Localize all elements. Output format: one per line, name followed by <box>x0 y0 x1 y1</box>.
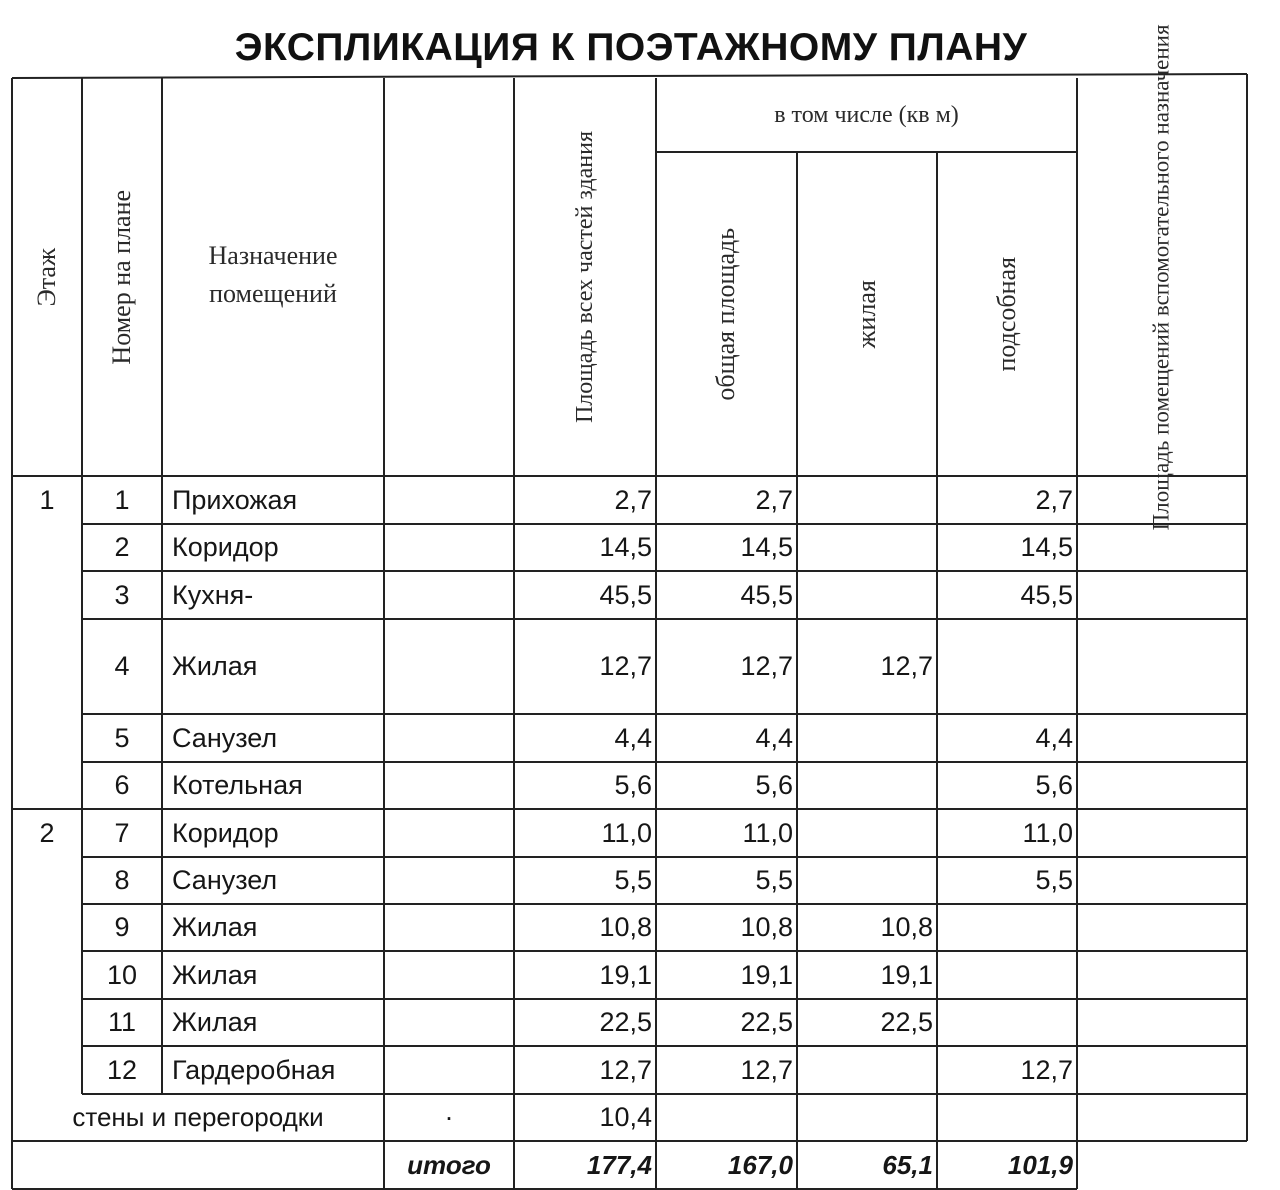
total-area-cell: 10,8 <box>599 912 652 942</box>
living-area-cell: 19,1 <box>880 959 933 990</box>
floor-cell <box>12 714 82 762</box>
header-purpose: Назначение помещений <box>208 241 338 308</box>
header-plan-number <box>82 78 162 476</box>
floor-cell <box>12 524 82 571</box>
plan-number-cell: 7 <box>114 817 130 848</box>
auxiliary-area-cell: 12,7 <box>1020 1054 1073 1085</box>
total-area-cell: 19,1 <box>599 959 652 990</box>
room-name-cell: Жилая <box>172 912 258 942</box>
auxiliary-area-cell <box>937 951 1077 999</box>
room-name-cell: Гардеробная <box>172 1054 336 1085</box>
plan-number-cell: 10 <box>106 959 138 990</box>
floor-cell <box>12 571 82 619</box>
living-area-cell <box>797 809 937 857</box>
living-area-cell: 22,5 <box>880 1007 933 1037</box>
living-area-cell <box>797 857 937 904</box>
total-area-cell: 14,5 <box>599 532 652 562</box>
plan-number-cell: 11 <box>107 1007 137 1037</box>
common-area-cell: 5,6 <box>755 770 793 800</box>
auxiliary-area-cell: 11,0 <box>1022 817 1073 848</box>
floor-cell <box>12 857 82 904</box>
total-area-cell: 22,5 <box>599 1007 652 1037</box>
plan-number-cell: 1 <box>114 484 130 515</box>
walls-total: 10,4 <box>599 1102 652 1132</box>
auxiliary-area-cell: 2,7 <box>1035 484 1073 515</box>
total-area-cell: 11,0 <box>601 817 652 848</box>
auxiliary-area-cell: 5,5 <box>1035 865 1073 895</box>
room-name-cell: Прихожая <box>172 484 298 515</box>
living-area-cell <box>797 524 937 571</box>
plan-number-cell: 6 <box>114 770 130 800</box>
common-area-cell: 4,4 <box>755 722 793 753</box>
common-area-cell: 11,0 <box>742 817 793 848</box>
floor-cell <box>12 951 82 999</box>
common-area-cell: 22,5 <box>740 1007 793 1037</box>
header-total-area <box>514 78 656 476</box>
living-area-cell <box>797 571 937 619</box>
room-name-cell: Котельная <box>172 770 303 800</box>
plan-number-cell: 3 <box>114 579 130 610</box>
common-area-cell: 14,5 <box>740 532 793 562</box>
header-total-area-text: Площадь всех частей здания <box>572 130 599 424</box>
floor-cell: 1 <box>39 484 55 515</box>
room-name-cell: Жилая <box>172 1007 258 1037</box>
header-living <box>797 152 937 476</box>
auxiliary-area-cell: 4,4 <box>1035 722 1073 753</box>
living-area-cell <box>797 762 937 809</box>
plan-number-cell: 8 <box>114 865 130 895</box>
totals-common: 167,0 <box>727 1149 793 1180</box>
header-living-text: жилая <box>851 279 881 349</box>
room-name-cell: Жилая <box>172 651 258 681</box>
totals-living: 65,1 <box>882 1149 933 1180</box>
totals-aux: 101,9 <box>1007 1149 1073 1180</box>
floor-cell <box>12 999 82 1046</box>
living-area-cell <box>797 1046 937 1094</box>
total-area-cell: 5,5 <box>614 865 652 895</box>
total-area-cell: 45,5 <box>599 579 652 610</box>
room-name-cell: Коридор <box>172 817 279 848</box>
floor-cell <box>12 1046 82 1094</box>
header-plan-number-text: Номер на плане <box>106 189 136 365</box>
totals-label: итого <box>407 1149 491 1180</box>
common-area-cell: 12,7 <box>740 651 793 681</box>
room-name-cell: Жилая <box>172 959 258 990</box>
auxiliary-area-cell: 5,6 <box>1035 770 1073 800</box>
plan-number-cell: 2 <box>114 532 130 562</box>
common-area-cell: 10,8 <box>740 912 793 942</box>
floor-cell <box>12 904 82 951</box>
room-name-cell: Коридор <box>172 532 279 562</box>
total-area-cell: 12,7 <box>599 1054 652 1085</box>
header-auxiliary-text: подсобная <box>991 256 1021 372</box>
total-area-cell: 4,4 <box>614 722 652 753</box>
header-including: в том числе (кв м) <box>774 101 959 128</box>
header-common-area-text: общая площадь <box>711 227 741 401</box>
floor-cell: 2 <box>39 817 55 848</box>
page-title: ЭКСПЛИКАЦИЯ К ПОЭТАЖНОМУ ПЛАНУ <box>234 26 1028 69</box>
header-service-area-text: Площадь помещений вспомогательного назначения <box>1148 24 1174 530</box>
auxiliary-area-cell <box>937 904 1077 951</box>
walls-mark: · <box>444 1102 454 1132</box>
floor-cell <box>12 619 82 714</box>
floor-cell <box>12 762 82 809</box>
living-area-cell: 12,7 <box>880 651 933 681</box>
room-name-cell: Санузел <box>172 722 278 753</box>
total-area-cell: 5,6 <box>614 770 652 800</box>
room-name-cell: Кухня- <box>172 579 254 610</box>
common-area-cell: 19,1 <box>740 959 793 990</box>
totals-total: 177,4 <box>586 1149 652 1180</box>
common-area-cell: 45,5 <box>740 579 793 610</box>
auxiliary-area-cell <box>937 999 1077 1046</box>
header-floor-text: Этаж <box>31 247 61 307</box>
living-area-cell <box>797 714 937 762</box>
total-area-cell: 12,7 <box>599 651 652 681</box>
common-area-cell: 12,7 <box>740 1054 793 1085</box>
auxiliary-area-cell: 14,5 <box>1020 532 1073 562</box>
common-area-cell: 2,7 <box>755 484 793 515</box>
plan-number-cell: 5 <box>114 722 130 753</box>
plan-number-cell: 12 <box>106 1054 138 1085</box>
header-floor <box>12 78 82 476</box>
total-area-cell: 2,7 <box>614 484 652 515</box>
auxiliary-area-cell: 45,5 <box>1020 579 1073 610</box>
living-area-cell <box>797 476 937 524</box>
header-auxiliary <box>937 152 1077 476</box>
room-name-cell: Санузел <box>172 865 278 895</box>
header-common-area <box>656 152 797 476</box>
common-area-cell: 5,5 <box>755 865 793 895</box>
living-area-cell: 10,8 <box>880 912 933 942</box>
plan-number-cell: 4 <box>114 651 130 681</box>
auxiliary-area-cell <box>937 619 1077 714</box>
walls-label: стены и перегородки <box>72 1102 324 1132</box>
plan-number-cell: 9 <box>114 912 130 942</box>
header-service-area <box>1077 24 1247 530</box>
